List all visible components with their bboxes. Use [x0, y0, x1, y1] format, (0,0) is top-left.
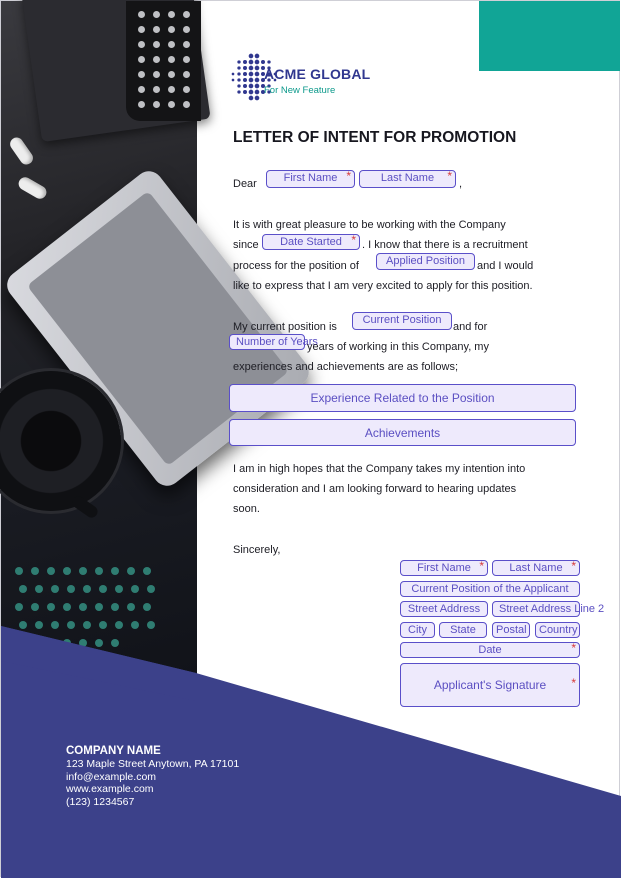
- greeting-last-name-field[interactable]: [359, 170, 456, 188]
- field-placeholder: Date: [478, 644, 502, 656]
- field-placeholder: Experience Related to the Position: [310, 391, 495, 405]
- para1-line3a: process for the position of: [233, 260, 359, 272]
- number-of-years-field[interactable]: [229, 334, 318, 350]
- para2-line2: years of working in this Company, my: [307, 341, 489, 353]
- field-placeholder: Number of Years: [236, 336, 318, 348]
- date-started-field[interactable]: [262, 234, 360, 250]
- company-logo: [229, 52, 369, 104]
- field-placeholder: City: [408, 624, 427, 636]
- logo-tagline: For New Feature: [264, 85, 336, 96]
- para2-line1b: and for: [453, 321, 488, 333]
- field-placeholder: First Name: [283, 172, 338, 184]
- achievements-field[interactable]: [229, 419, 576, 446]
- logo-brand-name: ACME GLOBAL: [264, 66, 371, 82]
- postal-field[interactable]: [492, 622, 530, 638]
- earbud-icon: [16, 175, 48, 201]
- para1-line2: . I know that there is a recruitment: [362, 239, 528, 251]
- field-placeholder: Applied Position: [386, 255, 465, 267]
- current-position-field[interactable]: [352, 312, 452, 330]
- para1-line1: It is with great pleasure to be working with the Company: [233, 219, 506, 231]
- street-address-line2-field[interactable]: [492, 601, 605, 617]
- field-placeholder: Current Position of the Applicant: [411, 583, 569, 595]
- field-placeholder: Postal: [496, 624, 527, 636]
- company-footer: [66, 744, 239, 808]
- para1-since: since: [233, 239, 259, 251]
- footer-company-name: COMPANY NAME: [66, 745, 161, 757]
- para1-line4: like to express that I am very excited to apply for this position.: [233, 280, 533, 292]
- field-placeholder: Current Position: [362, 314, 442, 326]
- experience-field[interactable]: [229, 384, 576, 412]
- state-field[interactable]: [439, 622, 487, 638]
- city-field[interactable]: [400, 622, 435, 638]
- signer-current-position-field[interactable]: [400, 581, 580, 597]
- street-address-field[interactable]: [400, 601, 488, 617]
- para2-line1a: My current position is: [233, 321, 337, 333]
- date-field[interactable]: [400, 642, 580, 658]
- para1-line3b: and I would: [477, 260, 534, 272]
- para3-line2: consideration and I am looking forward to hearing updates: [233, 483, 517, 495]
- page-title: LETTER OF INTENT FOR PROMOTION: [233, 129, 517, 146]
- earbud-icon: [8, 135, 36, 167]
- desk-photo: [1, 1, 197, 701]
- field-placeholder: Date Started: [280, 236, 342, 248]
- closing-text: Sincerely,: [233, 544, 281, 556]
- field-placeholder: Country: [539, 624, 578, 636]
- footer-address: 123 Maple Street Anytown, PA 17101: [66, 758, 240, 770]
- footer-email: info@example.com: [66, 770, 157, 783]
- greeting-first-name-field[interactable]: [266, 170, 355, 188]
- signature-field[interactable]: [400, 663, 580, 707]
- field-placeholder: Street Address Line 2: [499, 603, 605, 615]
- field-placeholder: Achievements: [364, 426, 441, 440]
- para2-line3: experiences and achievements are as follows;: [233, 361, 459, 373]
- footer-phone: (123) 1234567: [66, 795, 135, 808]
- signer-first-name-field[interactable]: [400, 560, 488, 576]
- para3-line3: soon.: [233, 503, 260, 515]
- field-placeholder: Last Name: [380, 172, 435, 184]
- field-placeholder: First Name: [417, 562, 471, 574]
- footer-website: www.example.com: [66, 783, 154, 795]
- field-placeholder: Applicant's Signature: [433, 678, 547, 692]
- para3-line1: I am in high hopes that the Company takes my intention into: [233, 463, 526, 475]
- applied-position-field[interactable]: [376, 253, 475, 270]
- teal-corner-block: [479, 1, 620, 71]
- field-placeholder: Street Address: [407, 603, 481, 615]
- signer-last-name-field[interactable]: [492, 560, 580, 576]
- dotted-notepad-image: [126, 1, 201, 121]
- field-placeholder: Last Name: [509, 562, 563, 574]
- field-placeholder: State: [450, 624, 476, 636]
- greeting-comma: ,: [459, 178, 463, 190]
- greeting-dear: Dear: [233, 178, 257, 190]
- country-field[interactable]: [535, 622, 580, 638]
